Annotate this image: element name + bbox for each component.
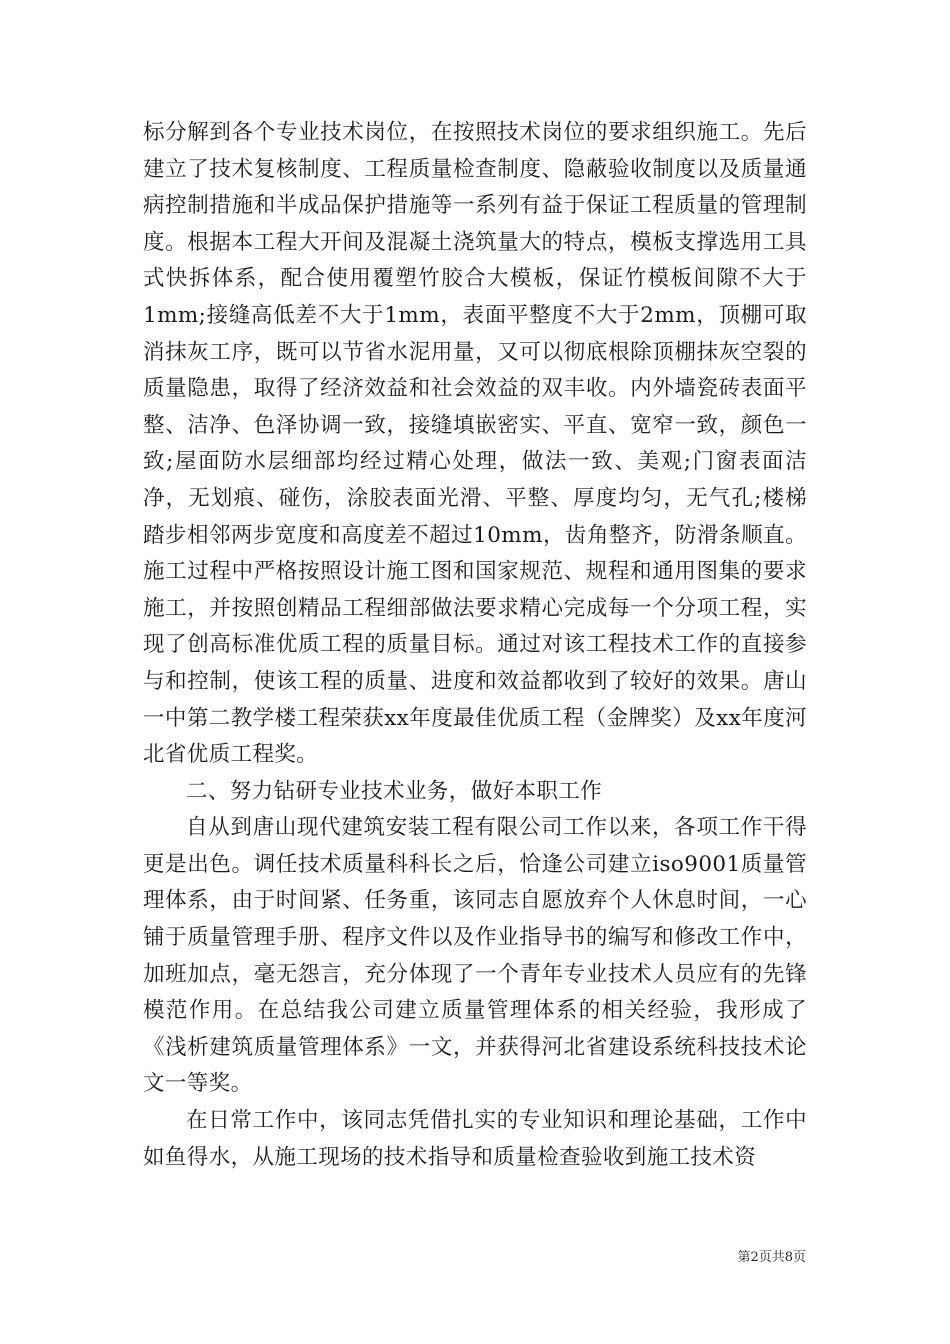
document-body <box>143 115 807 1176</box>
paragraph-work-experience: 自从到唐山现代建筑安装工程有限公司工作以来，各项工作干得更是出色。调任技术质量科科长之后，恰逢公司建立iso9001质量管理体系，由于时间紧、任务重，该同志自愿放弃个人休息时间，一心铺于质量管理手册、程序文件以及作业指导书的编写和修改工作中，加班加点，毫无怨言，充分体现了一个青年专业技术人员应有的先锋模范作用。在总结我公司建立质量管理体系的相关经验，我形成了《浅析建筑质量管理体系》一文，并获得河北省建设系统科技技术论文一等奖。 <box>143 815 807 1097</box>
page-number-footer: 第2页共8页 <box>737 1250 806 1265</box>
paragraph-continuation: 标分解到各个专业技术岗位，在按照技术岗位的要求组织施工。先后建立了技术复核制度、工程质量检查制度、隐蔽验收制度以及质量通病控制措施和半成品保护措施等一系列有益于保证工程质量的管理制度。根据本工程大开间及混凝土浇筑量大的特点，模板支撑选用工具式快拆体系，配合使用覆塑竹胶合大模板，保证竹模板间隙不大于1mm;接缝高低差不大于1mm，表面平整度不大于2mm，顶棚可取消抹灰工序，既可以节省水泥用量，又可以彻底根除顶棚抹灰空裂的质量隐患，取得了经济效益和社会效益的双丰收。内外墙瓷砖表面平整、洁净、色泽协调一致，接缝填嵌密实、平直、宽窄一致，颜色一致;屋面防水层细部均经过精心处理，做法一致、美观;门窗表面洁净，无划痕、碰伤，涂胶表面光滑、平整、厚度均匀，无气孔;楼梯踏步相邻两步宽度和高度差不超过10mm，齿角整齐，防滑条顺直。施工过程中严格按照设计施工图和国家规范、规程和通用图集的要求施工，并按照创精品工程细部做法要求精心完成每一个分项工程，实现了创高标准优质工程的质量目标。通过对该工程技术工作的直接参与和控制，使该工程的质量、进度和效益都收到了较好的效果。唐山一中第二教学楼工程荣获xx年度最佳优质工程（金牌奖）及xx年度河北省优质工程奖。 <box>143 120 807 768</box>
paragraph-daily-work: 在日常工作中，该同志凭借扎实的专业知识和理论基础，工作中如鱼得水，从施工现场的技术指导和质量检查验收到施工技术资 <box>143 1108 807 1170</box>
section-heading: 二、努力钻研专业技术业务，做好本职工作 <box>186 778 603 804</box>
